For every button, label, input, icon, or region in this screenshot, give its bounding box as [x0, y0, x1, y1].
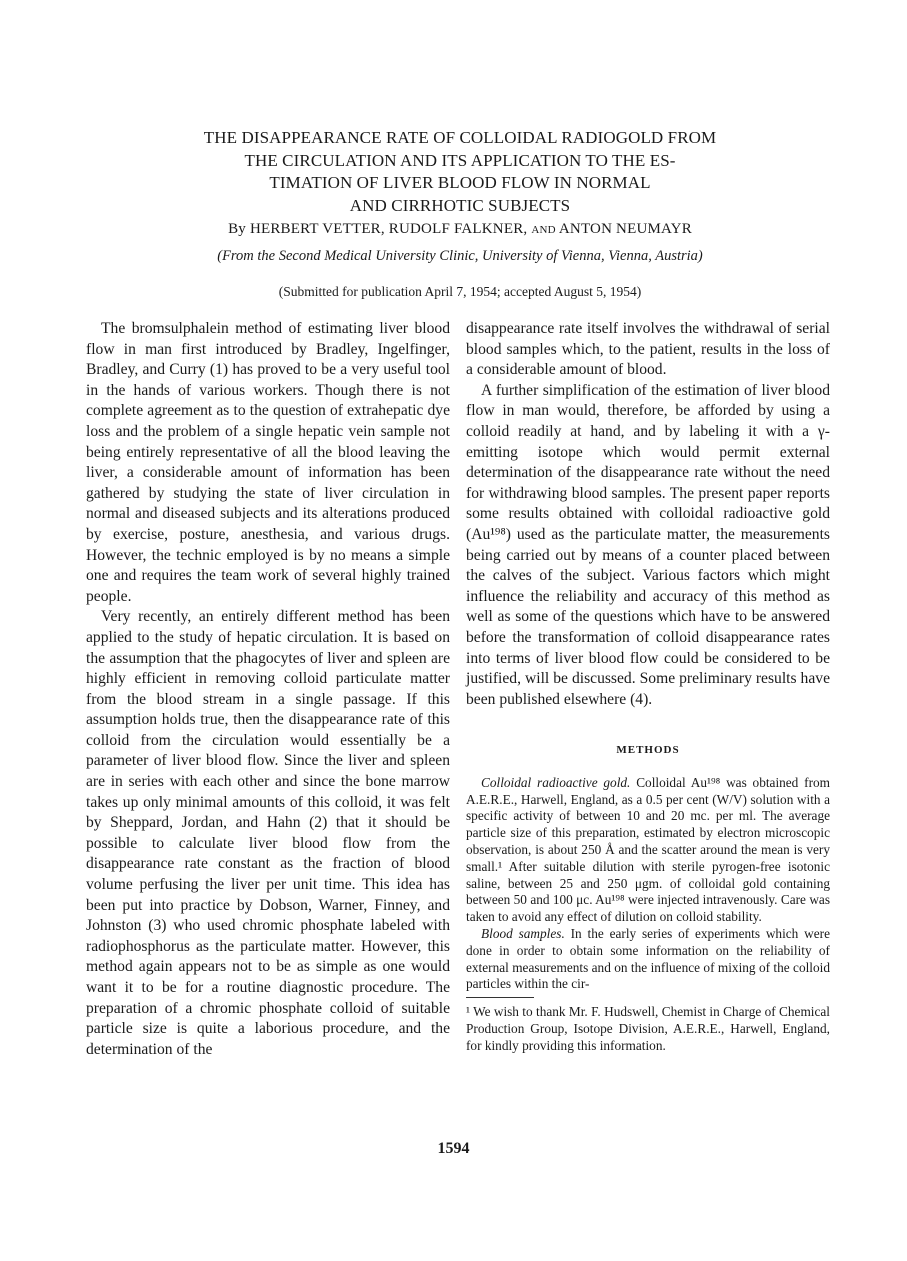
methods-paragraph — [466, 926, 830, 993]
run-in-heading: Colloidal radioactive gold. — [481, 774, 631, 790]
submission-dates: (Submitted for publication April 7, 1954; accepted August 5, 1954) — [278, 284, 642, 299]
affiliation: (From the Second Medical University Clinic, University of Vienna, Vienna, Austria) — [217, 248, 703, 264]
methods-paragraph — [466, 775, 830, 926]
footnote: ¹ We wish to thank Mr. F. Hudswell, Chemist in Charge of Chemical Production Group, Isotope Division, A.E.R.E., Harwell, England, for kindly providing this information. — [466, 1004, 830, 1053]
title-line: THE DISAPPEARANCE RATE OF COLLOIDAL RADIOGOLD FROM — [203, 128, 717, 147]
article-title — [130, 127, 790, 217]
left-column — [86, 319, 450, 1060]
body-paragraph: The bromsulphalein method of estimating liver blood flow in man first introduced by Bradley, Ingelfinger, Bradley, and Curry (1) has proved to be a very useful tool in the hands of various workers. Though there is not complete agreement as to the question of extrahepatic dye loss and the problem of a single hepatic vein sample not being entirely representative of all the blood leaving the liver, a considerable amount of information has been gathered by studying the state of liver circulation in normal and diseased subjects and its alterations produced by exercise, posture, anesthesia, and various drugs. However, the technic employed is by no means a simple one and requires the team work of several highly trained people. — [86, 320, 450, 605]
body-paragraph: Very recently, an entirely different method has been applied to the study of hepatic circulation. It is based on the assumption that the phagocytes of liver and spleen are highly efficient in removing colloid particulate matter from the blood stream in a single passage. If this assumption holds true, then the disappearance rate of this colloid from the circulation would essentially be a parameter of liver blood flow. Since the liver and spleen are in series with each other and since the bone marrow takes up only minimal amounts of this colloid, it was felt by Sheppard, Jordan, and Hahn (2) that it should be possible to calculate liver blood flow from the disappearance rate constant as the fraction of blood volume perfusing the liver per unit time. This idea has been put into practice by Dobson, Warner, Finney, and Johnston (3) who used chromic phosphate labeled with radiophosphorus as the particulate matter. However, this method again appears not to be as simple as one would want it to be for a routine diagnostic procedure. The preparation of a chromic phosphate colloid of suitable particle size is quite a laborious procedure, and the determination of the — [86, 608, 450, 1058]
methods-text: Colloidal Au¹⁹⁸ was obtained from A.E.R.E., Harwell, England, as a 0.5 per cent (W/V) solution with a specific activity of between 10 and 20 mc. per ml. The average particle size of this preparation, estimated by electron microscopic observation, is about 250 Å and the scatter around the mean is very small.¹ After suitable dilution with sterile pyrogen-free isotonic saline, between 25 and 250 μgm. of colloidal gold containing between 50 and 100 μc. Au¹⁹⁸ were injected intravenously. Care was taken to avoid any effect of dilution on colloid stability. — [466, 774, 830, 925]
title-line: AND CIRRHOTIC SUBJECTS — [349, 195, 571, 215]
footnote-rule — [466, 997, 534, 998]
section-heading-methods: METHODS — [616, 744, 680, 757]
methods-text: In the early series of experiments which were done in order to obtain some information on the reliability of external measurements and on the influence of mixing of the colloid particles within the cir- — [466, 926, 830, 992]
by-label: By — [228, 221, 246, 237]
title-line: THE CIRCULATION AND ITS APPLICATION TO THE ES- — [244, 150, 676, 170]
methods-section — [466, 775, 830, 993]
right-column — [466, 319, 830, 1055]
run-in-heading: Blood samples. — [481, 926, 565, 942]
title-line: TIMATION OF LIVER BLOOD FLOW IN NORMAL — [269, 173, 651, 192]
and-label: AND — [531, 224, 556, 236]
body-paragraph: disappearance rate itself involves the withdrawal of serial blood samples which, to the patient, results in the loss of a considerable amount of blood. — [466, 320, 830, 379]
body-paragraph: A further simplification of the estimation of liver blood flow in man would, therefore, be afforded by using a colloid readily at hand, and by labeling it with a γ-emitting isotope which would permit external determination of the disappearance rate without the need for withdrawing blood samples. The present paper reports some results obtained with colloidal radioactive gold (Au¹⁹⁸) used as the particulate matter, the measurements being carried out by means of a counter placed between the calves of the subject. Various factors which might influence the reliability and accuracy of this method as well as some of the questions which have to be answered before the transformation of colloid disappearance rates into terms of liver blood flow could be considered to be justified, will be discussed. Some preliminary results have been published elsewhere (4). — [466, 381, 830, 708]
page-number: 1594 — [437, 1140, 470, 1157]
authors-last: ANTON NEUMAYR — [558, 221, 692, 237]
author-line — [130, 221, 790, 238]
authors-first: HERBERT VETTER, RUDOLF FALKNER, — [249, 221, 528, 237]
